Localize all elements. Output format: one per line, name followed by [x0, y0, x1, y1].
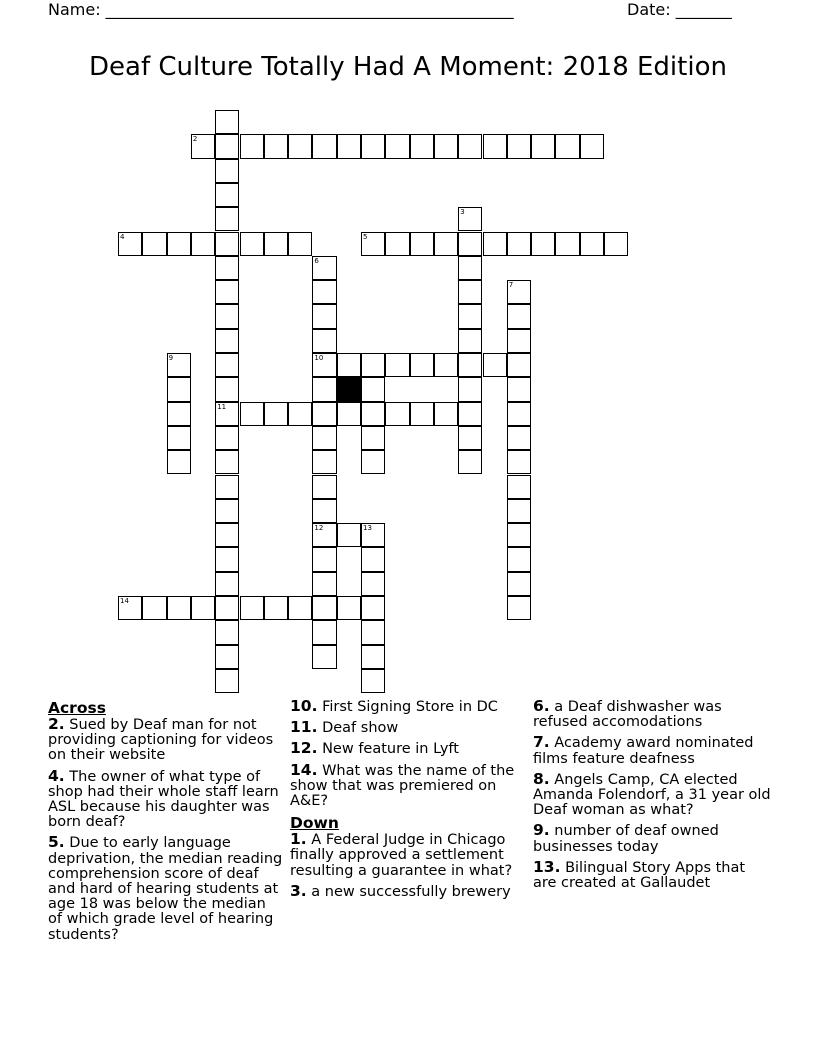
grid-cell[interactable] — [507, 377, 531, 401]
grid-cell[interactable] — [507, 353, 531, 377]
clue-item — [48, 835, 284, 942]
grid-cell[interactable] — [215, 353, 239, 377]
grid-cell[interactable] — [507, 547, 531, 571]
clue-item-text: Due to early language deprivation, the median reading comprehension score of deaf and hard of hearing students at age 18 was below the median of which grade level of hearing students? — [48, 835, 283, 943]
grid-cell[interactable] — [142, 232, 166, 256]
grid-cell[interactable] — [361, 353, 385, 377]
grid-cell[interactable] — [191, 232, 215, 256]
grid-cell[interactable] — [458, 329, 482, 353]
clue-item-text: Bilingual Story Apps that are created at Gallaudet — [533, 859, 746, 892]
grid-cell[interactable] — [215, 402, 239, 426]
grid-cell[interactable] — [312, 499, 336, 523]
grid-cell[interactable] — [215, 596, 239, 620]
clue-item-number: 11. — [290, 718, 318, 737]
grid-cell[interactable] — [458, 450, 482, 474]
clue-number: 12 — [314, 524, 324, 533]
grid-cell[interactable] — [312, 523, 336, 547]
grid-cell[interactable] — [410, 402, 434, 426]
grid-cell[interactable] — [215, 669, 239, 693]
grid-cell[interactable] — [167, 402, 191, 426]
grid-cell[interactable] — [361, 596, 385, 620]
grid-cell[interactable] — [385, 134, 409, 158]
clue-item — [533, 769, 773, 819]
clue-number: 13 — [363, 524, 372, 533]
grid-cell[interactable] — [385, 353, 409, 377]
grid-cell[interactable] — [483, 134, 507, 158]
grid-cell[interactable] — [507, 402, 531, 426]
grid-cell[interactable] — [215, 329, 239, 353]
clue-item-number: 2. — [48, 715, 65, 733]
clue-list — [48, 717, 284, 943]
clue-item-number: 5. — [48, 833, 65, 852]
grid-cell[interactable] — [361, 232, 385, 256]
clue-item-number: 7. — [533, 733, 550, 752]
clue-item-text: Deaf show — [317, 720, 399, 737]
grid-cell[interactable] — [337, 523, 361, 547]
clue-item-number: 4. — [48, 766, 65, 785]
grid-cell[interactable] — [580, 232, 604, 256]
grid-cell[interactable] — [507, 304, 531, 328]
grid-cell[interactable] — [507, 450, 531, 474]
clue-number: 3 — [460, 208, 465, 217]
grid-cell[interactable] — [361, 547, 385, 571]
clue-item — [290, 699, 526, 715]
grid-cell[interactable] — [288, 134, 312, 158]
grid-cell[interactable] — [434, 232, 458, 256]
clue-item-text: a new successfully brewery — [306, 883, 511, 900]
grid-cell[interactable] — [215, 547, 239, 571]
clue-item-text: number of deaf owned businesses today — [533, 823, 719, 855]
grid-cell[interactable] — [215, 280, 239, 304]
grid-cell[interactable] — [312, 547, 336, 571]
grid-cell[interactable] — [264, 134, 288, 158]
clue-list — [290, 699, 526, 809]
grid-cell[interactable] — [361, 620, 385, 644]
grid-cell[interactable] — [361, 134, 385, 158]
grid-cell[interactable] — [312, 377, 336, 401]
grid-cell[interactable] — [531, 232, 555, 256]
grid-cell[interactable] — [385, 232, 409, 256]
clue-number: 6 — [314, 256, 319, 265]
grid-cell[interactable] — [604, 232, 628, 256]
clue-item — [290, 832, 526, 879]
grid-cell[interactable] — [458, 377, 482, 401]
grid-cell[interactable] — [215, 475, 239, 499]
grid-cell[interactable] — [240, 596, 264, 620]
clue-item-number: 9. — [533, 821, 550, 840]
grid-cell[interactable] — [483, 232, 507, 256]
grid-cell[interactable] — [507, 499, 531, 523]
grid-cell[interactable] — [240, 402, 264, 426]
date-field[interactable]: Date: _______ — [627, 0, 732, 19]
grid-cell[interactable] — [312, 596, 336, 620]
clue-item — [290, 720, 526, 736]
clue-item-number: 13. — [533, 857, 561, 876]
grid-cell[interactable] — [167, 232, 191, 256]
grid-cell[interactable] — [507, 134, 531, 158]
grid-cell[interactable] — [312, 475, 336, 499]
grid-cell[interactable] — [580, 134, 604, 158]
grid-cell[interactable] — [312, 450, 336, 474]
grid-cell[interactable] — [240, 134, 264, 158]
grid-cell[interactable] — [483, 353, 507, 377]
grid-cell[interactable] — [191, 596, 215, 620]
clue-item-text: a Deaf dishwasher was refused accomodations — [533, 699, 722, 731]
grid-cell[interactable] — [458, 280, 482, 304]
grid-cell[interactable] — [507, 572, 531, 596]
grid-cell[interactable] — [458, 304, 482, 328]
grid-cell[interactable] — [410, 134, 434, 158]
clue-number: 5 — [363, 232, 368, 241]
clue-item — [48, 717, 284, 764]
clue-column-3 — [533, 699, 773, 896]
down-heading: Down — [290, 814, 339, 833]
grid-cell[interactable] — [215, 499, 239, 523]
grid-cell[interactable] — [264, 232, 288, 256]
clue-item-number: 6. — [533, 697, 550, 715]
grid-cell[interactable] — [167, 353, 191, 377]
grid-cell[interactable] — [507, 475, 531, 499]
grid-cell[interactable] — [507, 596, 531, 620]
grid-cell[interactable] — [385, 402, 409, 426]
clue-number: 7 — [508, 281, 514, 290]
grid-cell[interactable] — [167, 450, 191, 474]
clue-item — [290, 881, 526, 900]
clue-item-text: A Federal Judge in Chicago finally approved a settlement resulting a guarantee in what? — [290, 832, 513, 879]
clue-number: 2 — [192, 135, 198, 144]
grid-cell[interactable] — [312, 402, 336, 426]
grid-cell[interactable] — [555, 232, 579, 256]
grid-cell[interactable] — [458, 402, 482, 426]
black-square — [337, 377, 361, 401]
grid-cell[interactable] — [312, 353, 336, 377]
grid-cell[interactable] — [215, 645, 239, 669]
grid-cell[interactable] — [312, 329, 336, 353]
grid-cell[interactable] — [337, 596, 361, 620]
grid-cell[interactable] — [264, 402, 288, 426]
grid-cell[interactable] — [458, 232, 482, 256]
grid-cell[interactable] — [215, 426, 239, 450]
grid-cell[interactable] — [507, 426, 531, 450]
grid-cell[interactable] — [215, 572, 239, 596]
grid-cell[interactable] — [458, 426, 482, 450]
grid-cell[interactable] — [288, 402, 312, 426]
name-field[interactable]: Name: ___________________________________________________ — [48, 0, 514, 19]
grid-cell[interactable] — [458, 256, 482, 280]
grid-cell[interactable] — [264, 596, 288, 620]
grid-cell[interactable] — [507, 232, 531, 256]
grid-cell[interactable] — [312, 134, 336, 158]
grid-cell[interactable] — [507, 523, 531, 547]
grid-cell[interactable] — [361, 669, 385, 693]
grid-cell[interactable] — [215, 207, 239, 231]
grid-cell[interactable] — [410, 353, 434, 377]
grid-cell[interactable] — [215, 620, 239, 644]
grid-cell[interactable] — [337, 353, 361, 377]
grid-cell[interactable] — [361, 450, 385, 474]
clue-item — [533, 823, 773, 854]
clue-item — [533, 699, 773, 730]
grid-cell[interactable] — [288, 232, 312, 256]
clue-number: 10 — [314, 354, 324, 362]
clue-number: 9 — [168, 354, 174, 362]
grid-cell[interactable] — [167, 426, 191, 450]
grid-cell[interactable] — [118, 232, 142, 256]
clue-item-text: First Signing Store in DC — [317, 699, 498, 715]
clue-item-number: 10. — [290, 697, 318, 715]
grid-cell[interactable] — [215, 377, 239, 401]
grid-cell[interactable] — [458, 353, 482, 377]
clue-column-1 — [48, 699, 284, 948]
grid-cell[interactable] — [434, 134, 458, 158]
clue-item — [533, 857, 773, 892]
grid-cell[interactable] — [167, 377, 191, 401]
clue-item-number: 3. — [290, 881, 307, 900]
clue-number: 14 — [120, 597, 129, 605]
grid-cell[interactable] — [507, 329, 531, 353]
grid-cell[interactable] — [434, 353, 458, 377]
clue-item-number: 12. — [290, 739, 318, 758]
grid-cell[interactable] — [361, 572, 385, 596]
grid-cell[interactable] — [531, 134, 555, 158]
clue-item-text: What was the name of the show that was premiered on A&E? — [290, 762, 515, 810]
clue-item — [48, 766, 284, 831]
grid-cell[interactable] — [215, 159, 239, 183]
grid-cell[interactable] — [337, 402, 361, 426]
grid-cell[interactable] — [215, 134, 239, 158]
grid-cell[interactable] — [458, 134, 482, 158]
clue-list — [290, 832, 526, 900]
clue-number: 11 — [217, 402, 227, 411]
clue-item-text: Academy award nominated films feature deafness — [533, 735, 754, 767]
grid-cell[interactable] — [312, 645, 336, 669]
grid-cell[interactable] — [337, 134, 361, 158]
grid-cell[interactable] — [215, 523, 239, 547]
grid-cell[interactable] — [215, 232, 239, 256]
clue-item-number: 14. — [290, 760, 318, 779]
grid-cell[interactable] — [507, 280, 531, 304]
grid-cell[interactable] — [410, 232, 434, 256]
grid-cell[interactable] — [312, 304, 336, 328]
clue-item-text: The owner of what type of shop had their whole staff learn ASL because his daughter was born deaf? — [48, 768, 279, 831]
clue-item — [290, 741, 526, 757]
grid-cell[interactable] — [215, 304, 239, 328]
grid-cell[interactable] — [361, 523, 385, 547]
page-title: Deaf Culture Totally Had A Moment: 2018 Edition — [89, 52, 727, 82]
grid-cell[interactable] — [191, 134, 215, 158]
clue-item-text: Angels Camp, CA elected Amanda Folendorf, a 31 year old Deaf woman as what? — [533, 771, 771, 819]
grid-cell[interactable] — [215, 110, 239, 134]
grid-cell[interactable] — [167, 596, 191, 620]
grid-cell[interactable] — [215, 450, 239, 474]
grid-cell[interactable] — [215, 183, 239, 207]
grid-cell[interactable] — [288, 596, 312, 620]
grid-cell[interactable] — [361, 402, 385, 426]
clue-item-number: 1. — [290, 830, 307, 849]
grid-cell[interactable] — [361, 377, 385, 401]
clue-item — [290, 760, 526, 810]
grid-cell[interactable] — [312, 620, 336, 644]
clue-column-2 — [290, 699, 526, 905]
grid-cell[interactable] — [240, 232, 264, 256]
clue-item-text: Sued by Deaf man for not providing captioning for videos on their website — [48, 717, 274, 764]
grid-cell[interactable] — [555, 134, 579, 158]
grid-cell[interactable] — [142, 596, 166, 620]
clue-item-number: 8. — [533, 769, 550, 788]
across-heading: Across — [48, 699, 106, 717]
clue-item-text: New feature in Lyft — [317, 741, 459, 758]
grid-cell[interactable] — [312, 572, 336, 596]
grid-cell[interactable] — [118, 596, 142, 620]
clue-item — [533, 735, 773, 766]
grid-cell[interactable] — [458, 207, 482, 231]
clue-list — [533, 699, 773, 891]
grid-cell[interactable] — [361, 426, 385, 450]
grid-cell[interactable] — [312, 256, 336, 280]
grid-cell[interactable] — [361, 645, 385, 669]
grid-cell[interactable] — [312, 280, 336, 304]
grid-cell[interactable] — [312, 426, 336, 450]
grid-cell[interactable] — [215, 256, 239, 280]
grid-cell[interactable] — [434, 402, 458, 426]
clue-number: 4 — [120, 232, 125, 241]
